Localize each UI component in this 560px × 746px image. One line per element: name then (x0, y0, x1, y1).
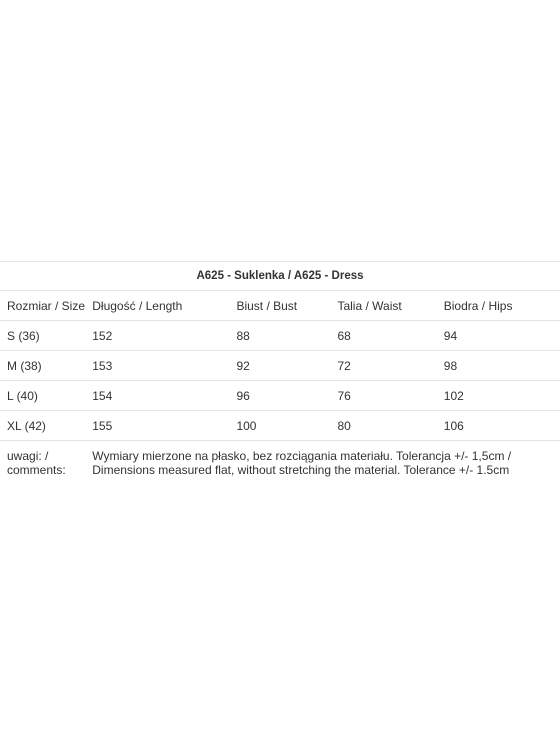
comments-text-line1: Wymiary mierzone na płasko, bez rozciągania materiału. Tolerancja +/- 1,5cm / (92, 449, 512, 463)
size-chart-table (0, 261, 560, 481)
cell-size: XL (42) (0, 411, 85, 441)
header-length: Długość / Length (85, 291, 229, 321)
table-row (0, 351, 560, 381)
cell-hips: 98 (437, 351, 560, 381)
comments-row (0, 441, 560, 482)
table-title: A625 - Suklenka / A625 - Dress (0, 262, 560, 291)
header-row (0, 291, 560, 321)
cell-hips: 102 (437, 381, 560, 411)
cell-waist: 72 (330, 351, 436, 381)
cell-size: L (40) (0, 381, 85, 411)
cell-waist: 76 (330, 381, 436, 411)
cell-waist: 80 (330, 411, 436, 441)
cell-size: M (38) (0, 351, 85, 381)
cell-length: 154 (85, 381, 229, 411)
comments-label-line1: uwagi: / (7, 449, 49, 463)
comments-label (0, 441, 85, 482)
comments-text-line2: Dimensions measured flat, without stretching the material. Tolerance +/- 1.5cm (92, 463, 510, 477)
table-row (0, 411, 560, 441)
cell-hips: 94 (437, 321, 560, 351)
header-size: Rozmiar / Size (0, 291, 85, 321)
cell-bust: 100 (229, 411, 330, 441)
table-row (0, 381, 560, 411)
cell-size: S (36) (0, 321, 85, 351)
cell-length: 152 (85, 321, 229, 351)
header-hips: Biodra / Hips (437, 291, 560, 321)
header-bust: Biust / Bust (229, 291, 330, 321)
cell-hips: 106 (437, 411, 560, 441)
cell-bust: 92 (229, 351, 330, 381)
header-waist: Talia / Waist (330, 291, 436, 321)
cell-length: 155 (85, 411, 229, 441)
comments-label-line2: comments: (7, 463, 66, 477)
cell-bust: 96 (229, 381, 330, 411)
comments-text (85, 441, 560, 482)
cell-bust: 88 (229, 321, 330, 351)
cell-waist: 68 (330, 321, 436, 351)
cell-length: 153 (85, 351, 229, 381)
table-title-row (0, 262, 560, 291)
table-row (0, 321, 560, 351)
